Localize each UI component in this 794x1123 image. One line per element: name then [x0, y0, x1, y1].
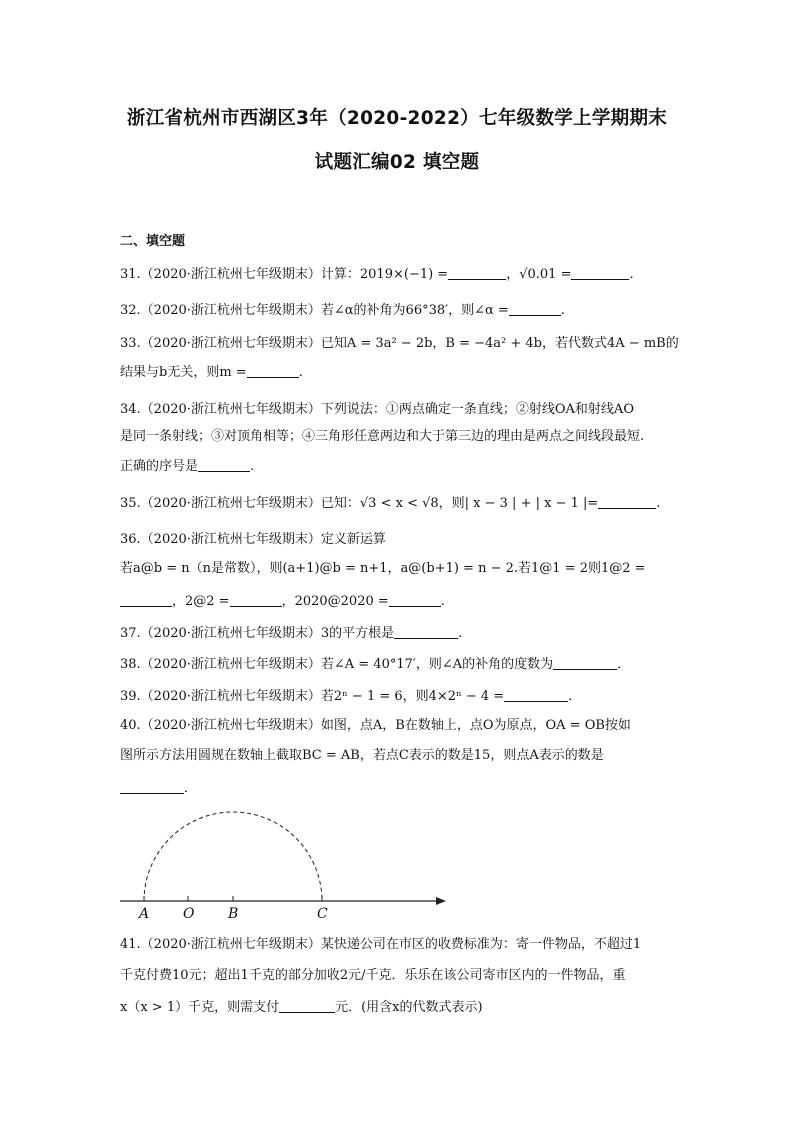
section-heading: 二、填空题 — [120, 234, 186, 249]
page-title-line2: 试题汇编02 填空题 — [314, 152, 480, 173]
question-33-line2: 结果与b无关，则m = . — [120, 365, 303, 380]
question-38: 38.（2020·浙江杭州七年级期末）若∠A = 40°17′，则∠A的补角的度数为 ． — [120, 657, 631, 672]
answer-blank[interactable] — [279, 999, 335, 1013]
question-41-line1: 41.（2020·浙江杭州七年级期末）某快递公司在市区的收费标准为：寄一件物品，不超过1 — [120, 937, 642, 952]
question-41-line2: 千克付费10元；超出1千克的部分加收2元/千克．乐乐在该公司寄市区内的一件物品，重 — [120, 968, 626, 983]
label-c: C — [317, 906, 328, 922]
question-31: 31.（2020·浙江杭州七年级期末）计算：2019×(−1) = ，√0.01 = . — [120, 267, 634, 282]
question-32: 32.（2020·浙江杭州七年级期末）若∠α的补角为66°38′，则∠α = . — [120, 303, 565, 318]
label-a: A — [139, 906, 150, 922]
question-34-line2: 是同一条射线；③对顶角相等；④三角形任意两边和大于第三边的理由是两点之间线段最短. — [120, 429, 645, 444]
question-34-line1: 34.（2020·浙江杭州七年级期末）下列说法：①两点确定一条直线；②射线OA和射线AO — [120, 402, 634, 417]
question-41-line3: x（x > 1）千克，则需支付 元．(用含x的代数式表示) — [120, 1000, 483, 1015]
question-40-line1: 40.（2020·浙江杭州七年级期末）如图，点A，B在数轴上，点O为原点，OA = OB按如 — [120, 718, 631, 733]
question-34-line3: 正确的序号是 . — [120, 459, 255, 474]
question-36-line1: 36.（2020·浙江杭州七年级期末）定义新运算 — [120, 532, 386, 547]
label-o: O — [183, 906, 195, 922]
question-40-line3: ． — [120, 780, 197, 797]
question-36-line3: ，2@2 = ，2020@2020 = . — [120, 593, 445, 610]
compass-arc — [144, 812, 322, 901]
question-35: 35.（2020·浙江杭州七年级期末）已知：√3 < x < √8，则| x − 3 | + | x − 1 |= . — [120, 496, 661, 511]
question-36-line2: 若a@b = n（n是常数），则(a+1)@b = n+1，a@(b+1) = n − 2.若1@1 = 2则1@2 = — [120, 561, 646, 576]
question-39: 39.（2020·浙江杭州七年级期末）若2ⁿ − 1 = 6，则4×2ⁿ − 4 = ． — [120, 689, 582, 704]
question-37: 37.（2020·浙江杭州七年级期末）3的平方根是 . — [120, 626, 463, 641]
question-40-line2: 图所示方法用圆规在数轴上截取BC = AB，若点C表示的数是15，则点A表示的数是 — [120, 748, 604, 763]
axis-arrow-icon — [436, 897, 446, 905]
page-title-line1: 浙江省杭州市西湖区3年（2020-2022）七年级数学上学期期末 — [126, 108, 668, 129]
label-b: B — [228, 906, 239, 922]
question-33-line1: 33.（2020·浙江杭州七年级期末）已知A = 3a² − 2b，B = −4a² + 4b，若代数式4A − mB的 — [120, 336, 679, 351]
